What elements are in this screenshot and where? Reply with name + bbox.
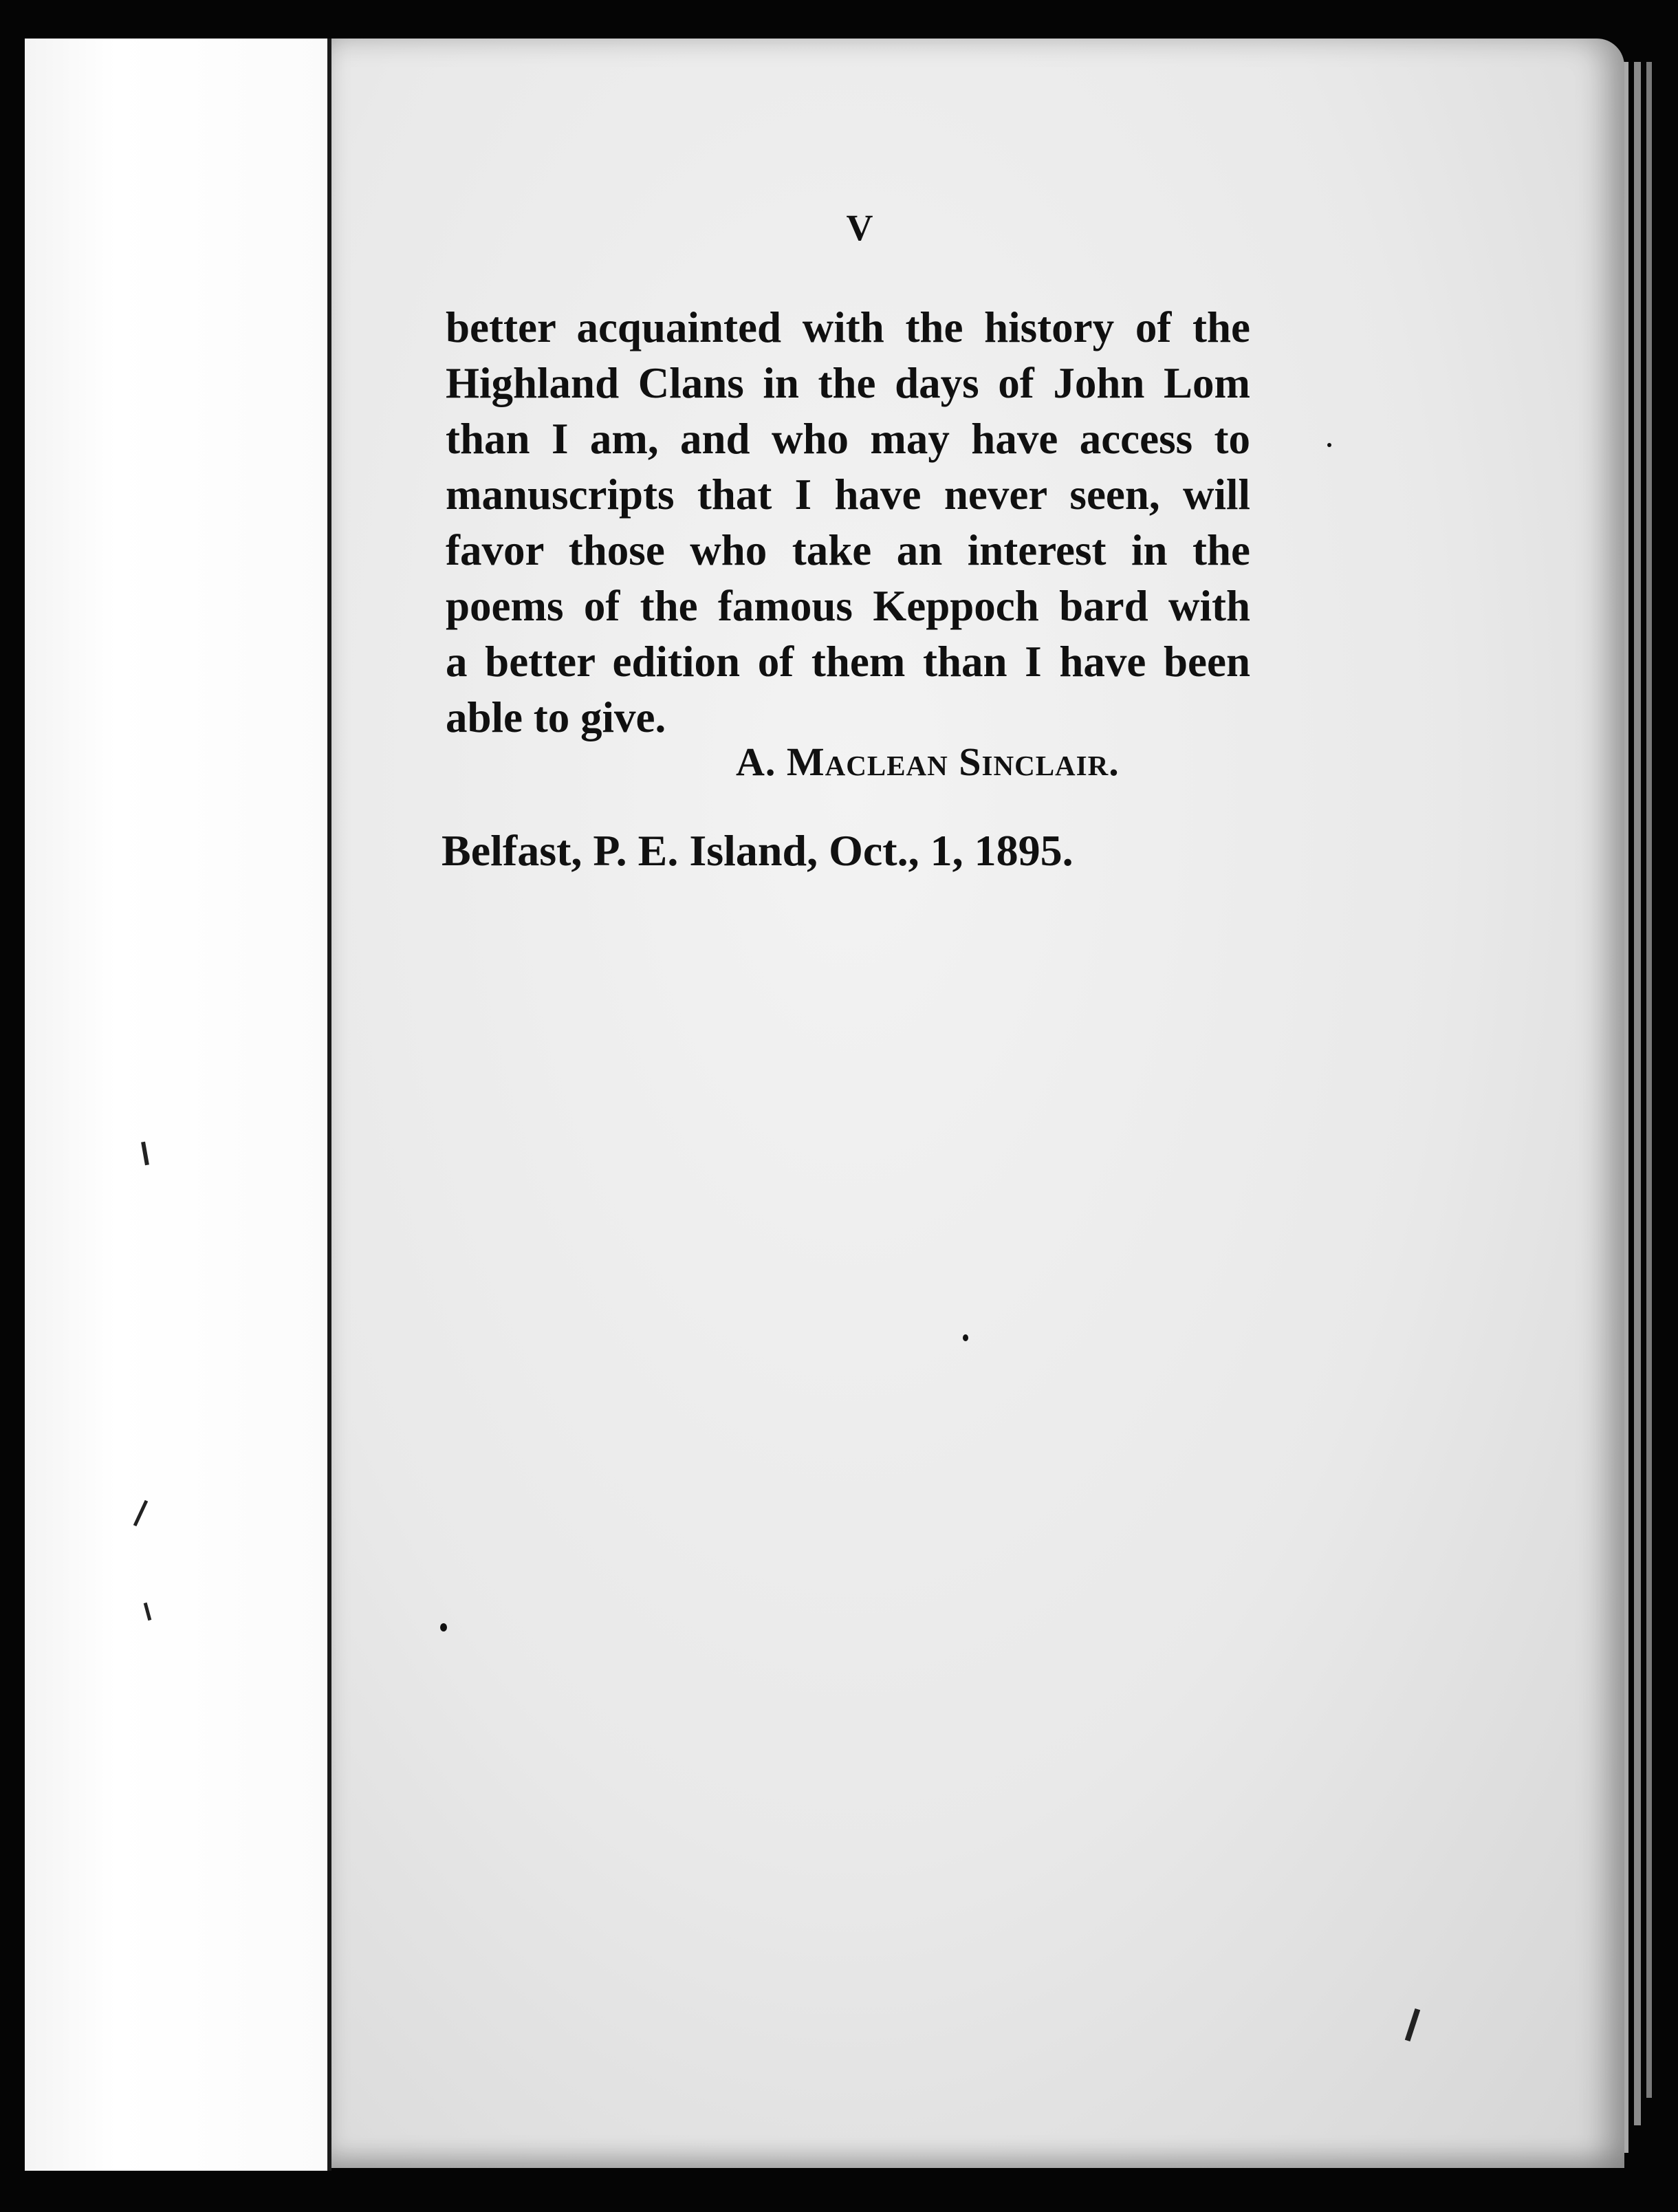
scan-speck: [963, 1334, 968, 1341]
paragraph-line: a better edition of them than I have been: [446, 638, 1250, 686]
paragraph-line: better acquainted with the history of the: [446, 303, 1250, 351]
place-date-line: Belfast, P. E. Island, Oct., 1, 1895.: [442, 826, 1074, 875]
facing-page-margin: [25, 39, 327, 2171]
paragraph-line: able to give.: [446, 693, 666, 741]
paragraph-line: Highland Clans in the days of John Lom: [446, 359, 1250, 407]
scan-speck: [1327, 443, 1331, 447]
scan-speck: [440, 1623, 447, 1631]
author-signature: A. Maclean Sinclair.: [736, 739, 1120, 784]
page-edge: [1646, 62, 1652, 2098]
page-edge: [1634, 62, 1641, 2125]
body-paragraph: [446, 300, 1250, 746]
page-number: V: [846, 207, 873, 248]
paragraph-line: favor those who take an interest in the: [446, 526, 1250, 574]
paragraph-line: poems of the famous Keppoch bard with: [446, 582, 1250, 630]
paragraph-line: than I am, and who may have access to: [446, 415, 1250, 463]
paragraph-line: manuscripts that I have never seen, will: [446, 470, 1250, 519]
